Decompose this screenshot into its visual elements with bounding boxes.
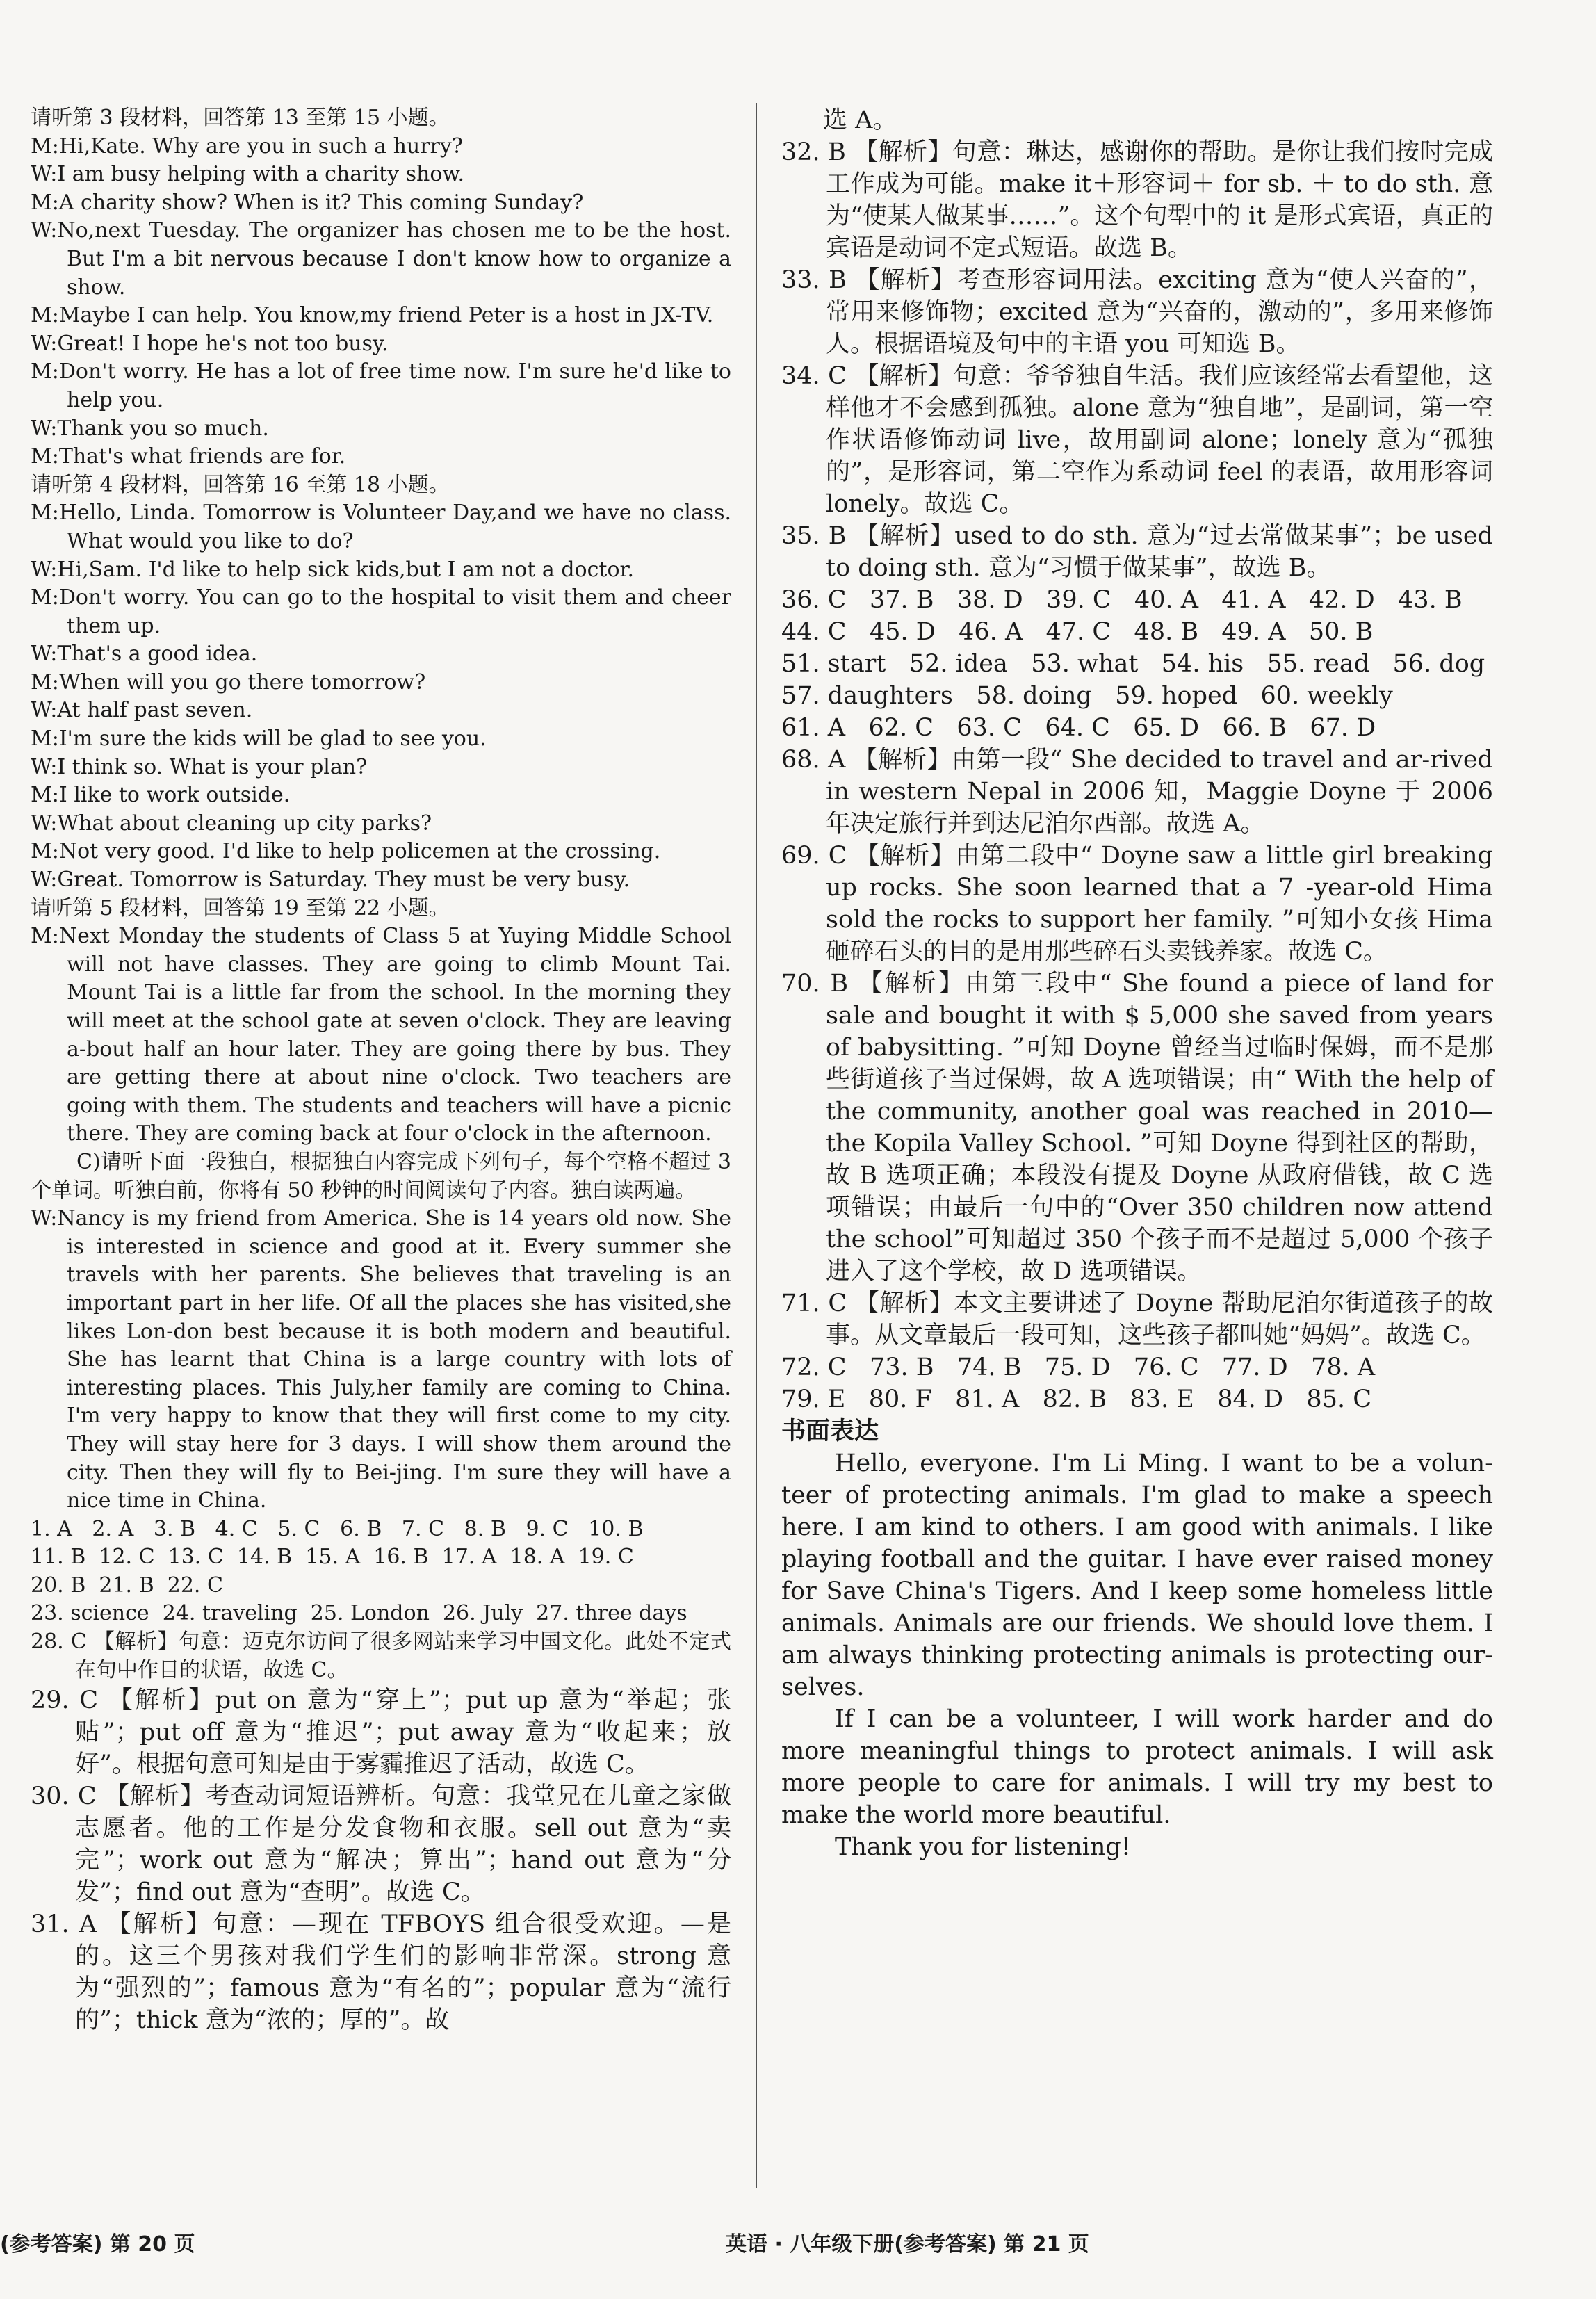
- left-line: 29. C 【解析】put on 意为“穿上”；put up 意为“举起；张贴”；put off 意为“推迟”；put away 意为“收起来；放好”。根据句意可知是由于雾霾推迟了活动，故选 C。: [31, 1687, 731, 1779]
- left-line: M:Not very good. I'd like to help policemen at the crossing.: [31, 839, 661, 864]
- right-line: Thank you for listening!: [835, 1833, 1131, 1861]
- right-line: 61. A 62. C 63. C 64. C 65. D 66. B 67. D: [781, 714, 1376, 742]
- left-line: 28. C 【解析】句意：迈克尔访问了很多网站来学习中国文化。此处不定式在句中作目的状语，故选 C。: [31, 1630, 731, 1682]
- right-line: 35. B 【解析】used to do sth. 意为“过去常做某事”；be used to doing sth. 意为“习惯于做某事”，故选 B。: [781, 522, 1493, 582]
- left-line: W:I am busy helping with a charity show.: [31, 162, 465, 187]
- left-line: 20. B 21. B 22. C: [31, 1573, 223, 1598]
- column-divider: [756, 103, 757, 2188]
- left-line: M:Hello, Linda. Tomorrow is Volunteer Day,and we have no class. What would you like to do?: [31, 501, 731, 553]
- right-line: Hello, everyone. I'm Li Ming. I want to be a volun-teer of protecting animals. I'm glad to make a speech here. I am kind to others. I am good with animals. I like playing football and the guitar. I have ever raised money for Save China's Tigers. And I keep some homeless little animals. Animals are our friends. We should love them. I am always thinking protecting animals is protecting our-selves.: [781, 1449, 1493, 1701]
- left-line: M:Don't worry. He has a lot of free time now. I'm sure he'd like to help you.: [31, 359, 731, 412]
- right-line: 44. C 45. D 46. A 47. C 48. B 49. A 50. B: [781, 618, 1374, 646]
- right-line: 79. E 80. F 81. A 82. B 83. E 84. D 85. C: [781, 1386, 1371, 1413]
- left-line: W:Great. Tomorrow is Saturday. They must be very busy.: [31, 868, 630, 893]
- right-line: 72. C 73. B 74. B 75. D 76. C 77. D 78. A: [781, 1354, 1376, 1381]
- right-line: 书面表达: [781, 1417, 879, 1445]
- left-line: 请听第 5 段材料，回答第 19 至第 22 小题。: [31, 895, 450, 920]
- left-line: M:I like to work outside.: [31, 783, 291, 808]
- left-line: W:Thank you so much.: [31, 416, 269, 441]
- left-line: M:Don't worry. You can go to the hospital to visit them and cheer them up.: [31, 585, 731, 638]
- left-column: [31, 104, 731, 2036]
- left-line: M:Maybe I can help. You know,my friend Peter is a host in JX-TV.: [31, 303, 714, 328]
- left-line: W:Nancy is my friend from America. She is 14 years old now. She is interested in science and good at it. Every summer she travels with her parents. She believes that traveling is an important part in her life. Of all the places she has visited,she likes Lon-don best because it is both modern and beautiful. She has learnt that China is a large country with lots of interesting places. This July,her family are coming to China. I'm very happy to know that they will first come to my city. They will stay here for 3 days. I will show them around the city. Then they will fly to Bei-jing. I'm sure they will have a nice time in China.: [31, 1206, 731, 1513]
- left-line: 23. science 24. traveling 25. London 26. July 27. three days: [31, 1601, 687, 1626]
- left-line: M:Hi,Kate. Why are you in such a hurry?: [31, 133, 463, 159]
- left-line: 30. C 【解析】考查动词短语辨析。句意：我堂兄在儿童之家做志愿者。他的工作是分发食物和衣服。sell out 意为“卖完”；work out 意为“解决；算出”；hand out 意为“分发”；find out 意为“查明”。故选 C。: [31, 1782, 731, 1907]
- left-line: W:Great! I hope he's not too busy.: [31, 331, 389, 356]
- left-line: W:That's a good idea.: [31, 642, 258, 667]
- left-line: M:I'm sure the kids will be glad to see you.: [31, 726, 487, 752]
- right-line: 69. C 【解析】由第二段中“ Doyne saw a little girl breaking up rocks. She soon learned that a 7 -year-old Hima sold the rocks to support her family. ”可知小女孩 Hima 砸碎石头的目的是用那些碎石头卖钱养家。故选 C。: [781, 842, 1493, 966]
- right-line: 57. daughters 58. doing 59. hoped 60. weekly: [781, 682, 1393, 710]
- left-line: 31. A 【解析】句意：—现在 TFBOYS 组合很受欢迎。—是的。这三个男孩对我们学生们的影响非常深。strong 意为“强烈的”；famous 意为“有名的”；popular 意为“流行的”；thick 意为“浓的；厚的”。故: [31, 1910, 731, 2035]
- right-column: [781, 104, 1493, 1863]
- right-line: 34. C 【解析】句意：爷爷独自生活。我们应该经常去看望他，这样他才不会感到孤独。alone 意为“独自地”，是副词，第一空作状语修饰动词 live，故用副词 alone；lonely 意为“孤独的”，是形容词，第二空作为系动词 feel 的表语，故用形容词 lonely。故选 C。: [781, 362, 1493, 518]
- left-line: M:Next Monday the students of Class 5 at Yuying Middle School will not have classes. They are going to climb Mount Tai. Mount Tai is a little far from the school. In the morning they will meet at the school gate at seven o'clock. They are leaving a-bout half an hour later. They are going there by bus. They are getting there at about nine o'clock. Two teachers are going with them. The students and teachers will have a picnic there. They are coming back at four o'clock in the afternoon.: [31, 924, 731, 1146]
- left-line: C)请听下面一段独白，根据独白内容完成下列句子，每个空格不超过 3 个单词。听独白前，你将有 50 秒钟的时间阅读句子内容。独白读两遍。: [31, 1149, 731, 1203]
- left-line: 请听第 3 段材料，回答第 13 至第 15 小题。: [31, 106, 450, 130]
- left-line: 请听第 4 段材料，回答第 16 至第 18 小题。: [31, 472, 450, 497]
- left-line: 11. B 12. C 13. C 14. B 15. A 16. B 17. A 18. A 19. C: [31, 1545, 634, 1570]
- left-line: W:Hi,Sam. I'd like to help sick kids,but I am not a doctor.: [31, 557, 635, 582]
- left-line: W:What about cleaning up city parks?: [31, 811, 432, 836]
- right-line: 71. C 【解析】本文主要讲述了 Doyne 帮助尼泊尔街道孩子的故事。从文章最后一段可知，这些孩子都叫她“妈妈”。故选 C。: [781, 1290, 1493, 1349]
- right-line: 70. B 【解析】由第三段中“ She found a piece of land for sale and bought it with $ 5,000 she saved from years of babysitting. ”可知 Doyne 曾经当过临时保姆，而不是那些街道孩子当过保姆，故 A 选项错误；由“ With the help of the community, another goal was reached in 2010—the Kopila Valley School. ”可知 Doyne 得到社区的帮助，故 B 选项正确；本段没有提及 Doyne 从政府借钱，故 C 选项错误；由最后一句中的“Over 350 children now attend the school”可知超过 350 个孩子而不是超过 5,000 个孩子进入了这个学校，故 D 选项错误。: [781, 970, 1493, 1285]
- right-line: 68. A 【解析】由第一段“ She decided to travel and ar-rived in western Nepal in 2006 知，Maggie Doyne 于 2006 年决定旅行并到达尼泊尔西部。故选 A。: [781, 746, 1493, 838]
- left-line: M:A charity show? When is it? This coming Sunday?: [31, 190, 584, 215]
- footer-right-page-number: 英语 · 八年级下册(参考答案) 第 21 页: [726, 2232, 1089, 2257]
- left-line: M:That's what friends are for.: [31, 444, 346, 469]
- left-line: W:No,next Tuesday. The organizer has chosen me to be the host. But I'm a bit nervous because I don't know how to organize a show.: [31, 218, 731, 300]
- left-line: M:When will you go there tomorrow?: [31, 669, 426, 694]
- right-line: 32. B 【解析】句意：琳达，感谢你的帮助。是你让我们按时完成工作成为可能。make it＋形容词＋ for sb. ＋ to do sth. 意为“使某人做某事……”。这个句型中的 it 是形式宾语，真正的宾语是动词不定式短语。故选 B。: [781, 138, 1493, 262]
- right-line: 51. start 52. idea 53. what 54. his 55. read 56. dog: [781, 650, 1485, 678]
- left-line: W:I think so. What is your plan?: [31, 754, 368, 779]
- right-line: 33. B 【解析】考查形容词用法。exciting 意为“使人兴奋的”，常用来修饰物；excited 意为“兴奋的，激动的”，多用来修饰人。根据语境及句中的主语 you 可知选 B。: [781, 266, 1493, 358]
- right-line: 36. C 37. B 38. D 39. C 40. A 41. A 42. D 43. B: [781, 586, 1463, 614]
- footer-left-page-number: (参考答案) 第 20 页: [0, 2232, 195, 2257]
- right-line: If I can be a volunteer, I will work harder and do more meaningful things to protect animals. I will ask more people to care for animals. I will try my best to make the world more beautiful.: [781, 1705, 1493, 1829]
- left-line: 1. A 2. A 3. B 4. C 5. C 6. B 7. C 8. B 9. C 10. B: [31, 1516, 644, 1541]
- left-line: W:At half past seven.: [31, 698, 253, 723]
- right-line: 选 A。: [823, 106, 897, 134]
